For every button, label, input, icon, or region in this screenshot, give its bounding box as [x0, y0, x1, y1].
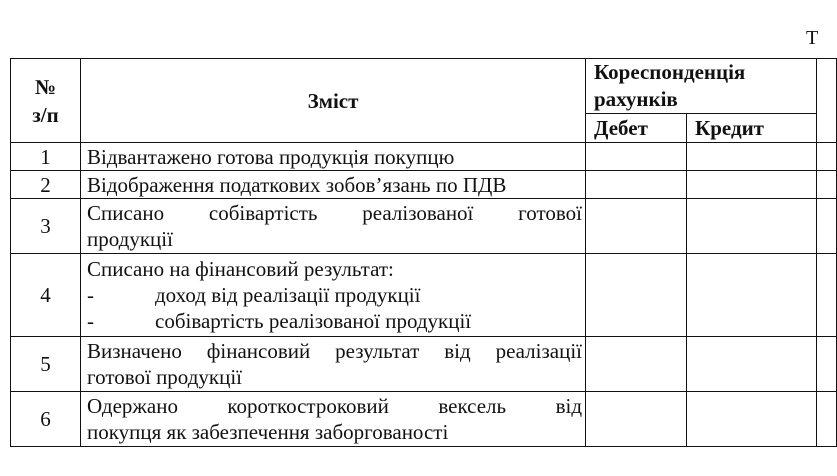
table-row [11, 199, 837, 254]
table-row [11, 254, 837, 337]
header-correspondence-line1: Кореспонденція [594, 60, 746, 84]
row-content-line: Одержано короткостроковий вексель від [87, 394, 582, 418]
row-content-line: Визначено фінансовий результат від реалізації [87, 339, 582, 363]
row-content [81, 199, 586, 254]
bullet-item [87, 282, 582, 308]
row-number: 2 [11, 171, 81, 199]
row-number: 6 [11, 392, 81, 447]
debit-cell [586, 143, 687, 171]
row-content [81, 171, 586, 199]
debit-cell [586, 337, 687, 392]
credit-cell [687, 143, 817, 171]
credit-cell [687, 337, 817, 392]
debit-cell [586, 171, 687, 199]
row-content [81, 392, 586, 447]
credit-cell [687, 199, 817, 254]
credit-cell [687, 392, 817, 447]
row-content-line: продукції [87, 227, 173, 251]
bullet-dash: - [87, 309, 94, 333]
row-content-line: Відвантажено готова продукція покупцю [87, 144, 455, 169]
row-number: 3 [11, 199, 81, 254]
extra-cell [817, 337, 837, 392]
bullet-item [87, 308, 582, 334]
header-content: Зміст [81, 59, 586, 143]
row-content-line: Відображення податкових зобов’язань по ПДВ [87, 172, 507, 197]
page-corner-mark: Т [806, 27, 819, 49]
extra-cell [817, 171, 837, 199]
debit-cell [586, 392, 687, 447]
row-content [81, 254, 586, 337]
header-correspondence [586, 59, 817, 114]
header-credit: Кредит [687, 114, 817, 143]
row-content-line: Списано собівартість реалізованої готової [87, 201, 582, 225]
bullet-text: доход від реалізації продукції [155, 283, 421, 307]
row-content [81, 143, 586, 171]
extra-cell [817, 143, 837, 171]
header-number-line1: № [34, 74, 57, 99]
credit-cell [687, 254, 817, 337]
bullet-dash: - [87, 283, 94, 307]
header-number [11, 59, 81, 143]
row-number: 4 [11, 254, 81, 337]
header-row [11, 59, 837, 114]
bullet-text: собівартість реалізованої продукції [155, 309, 472, 333]
table-row [11, 392, 837, 447]
header-number-line2: з/п [32, 102, 59, 127]
row-content [81, 337, 586, 392]
debit-cell [586, 199, 687, 254]
credit-cell [687, 171, 817, 199]
row-content-line: готової продукції [87, 365, 242, 389]
debit-cell [586, 254, 687, 337]
extra-cell [817, 392, 837, 447]
header-extra-column [817, 59, 837, 143]
header-correspondence-line2: рахунків [594, 87, 678, 111]
table-row [11, 143, 837, 171]
header-debit: Дебет [586, 114, 687, 143]
table-row [11, 171, 837, 199]
journal-entries-table [10, 58, 837, 447]
table-row [11, 337, 837, 392]
row-number: 5 [11, 337, 81, 392]
extra-cell [817, 199, 837, 254]
row-content-line: Списано на фінансовий результат: [87, 257, 394, 281]
row-number: 1 [11, 143, 81, 171]
row-content-line: покупця як забезпечення заборгованості [87, 420, 449, 444]
extra-cell [817, 254, 837, 337]
